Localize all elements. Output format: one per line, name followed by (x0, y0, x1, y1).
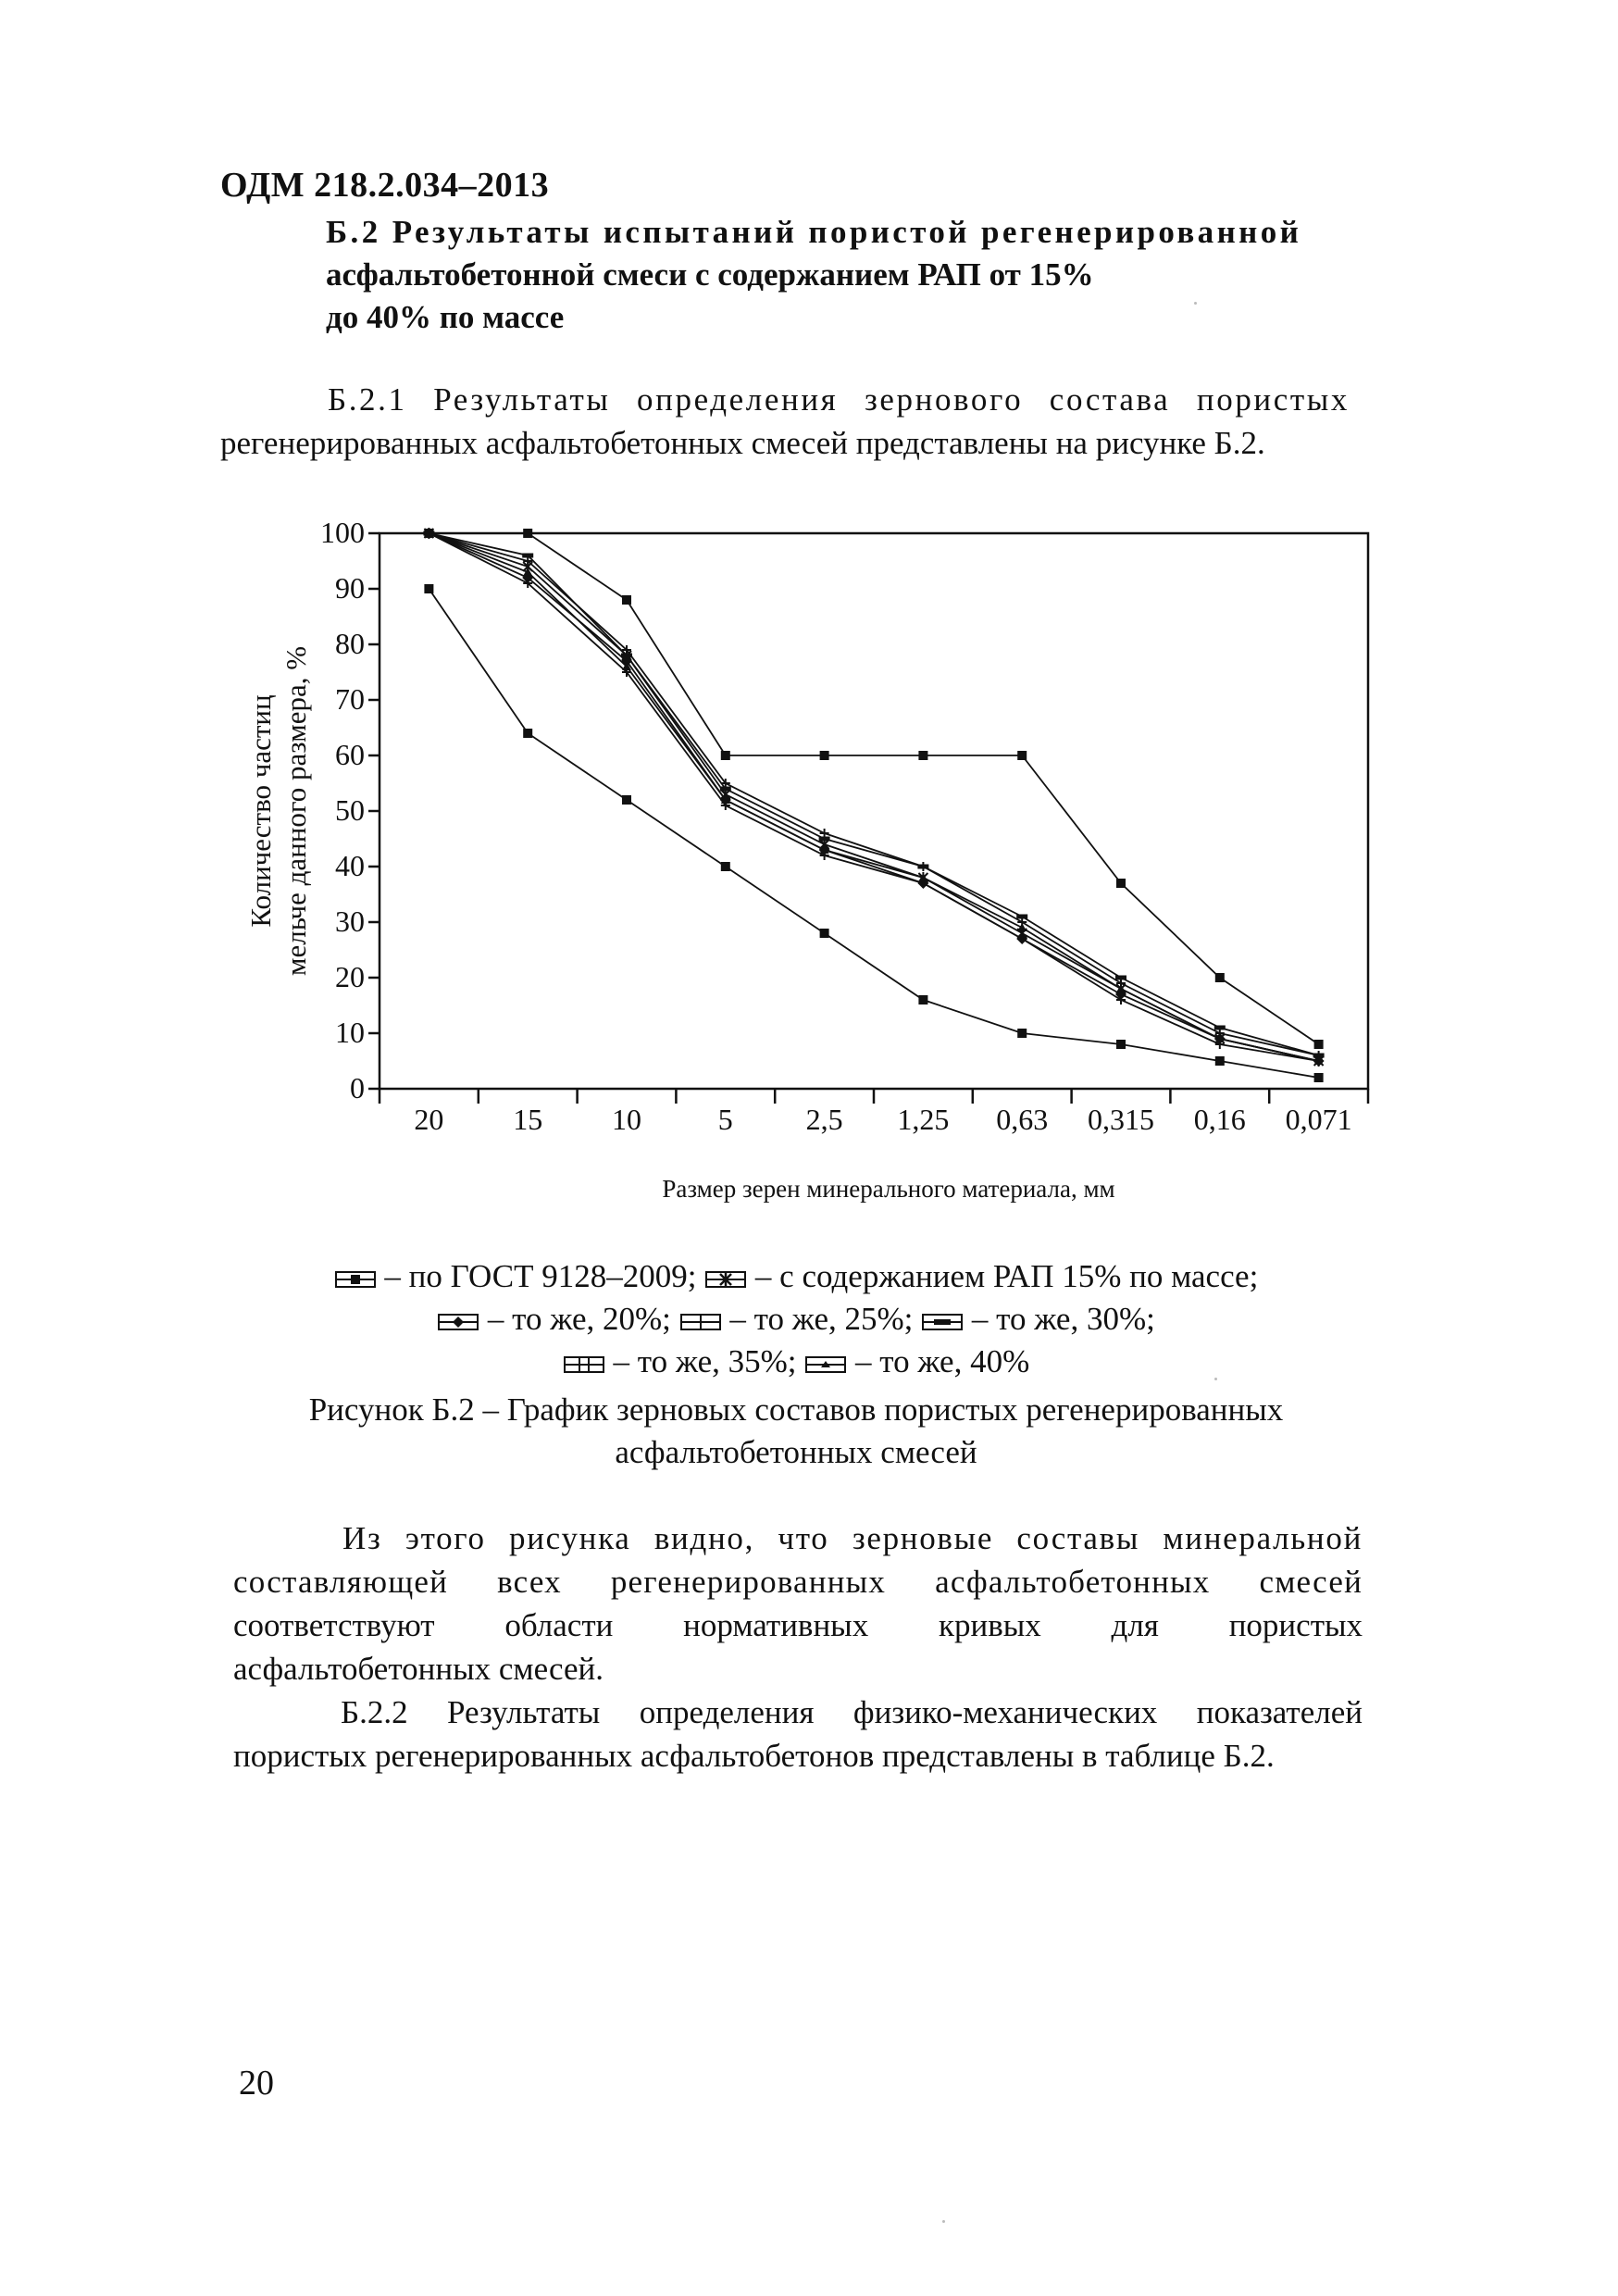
x-tick-label: 0,071 (1285, 1103, 1352, 1136)
grain-composition-chart (213, 518, 1416, 1222)
x-axis-label: Размер зерен минерального материала, мм (662, 1175, 1115, 1203)
x-tick-label: 0,63 (996, 1103, 1049, 1136)
data-point (820, 751, 829, 760)
data-point (621, 654, 632, 658)
page-number: 20 (239, 2064, 274, 2103)
y-tick-label: 0 (350, 1071, 365, 1104)
series (424, 529, 1323, 1060)
series (423, 528, 1324, 1067)
series-layer (423, 528, 1324, 1082)
series-line (429, 533, 1318, 1061)
legend-symbol-triangle (804, 1354, 847, 1375)
data-point (1214, 1026, 1226, 1030)
data-point (1115, 976, 1126, 980)
series-line (429, 533, 1318, 1061)
data-point (622, 595, 631, 605)
series-line (429, 589, 1318, 1078)
series-line (429, 533, 1318, 1044)
x-tick-label: 0,315 (1088, 1103, 1154, 1136)
data-point (622, 795, 631, 805)
data-point (424, 584, 433, 593)
series-line (429, 533, 1318, 1061)
paragraph-line: составляющей всех регенерированных асфальтобетонных смесей (233, 1564, 1363, 1600)
data-point (720, 787, 731, 792)
legend-label: – с содержанием РАП 15% по массе; (754, 1258, 1259, 1294)
x-axis (380, 1089, 1368, 1136)
x-tick-label: 15 (513, 1103, 543, 1136)
series (424, 529, 1323, 1049)
legend-symbol-plus (679, 1312, 722, 1332)
paragraph-line: пористых регенерированных асфальтобетонов представлены в таблице Б.2. (233, 1738, 1275, 1774)
series-line (429, 533, 1318, 1061)
legend-label: – по ГОСТ 9128–2009; (384, 1258, 697, 1294)
y-axis (320, 518, 380, 1104)
data-point (721, 862, 730, 871)
y-tick-label: 60 (335, 738, 365, 771)
figure-caption-line: Рисунок Б.2 – График зерновых составов пористых регенерированных (308, 1391, 1284, 1428)
series (424, 528, 1323, 1067)
data-point (1215, 1056, 1225, 1066)
y-axis-label-line1: Количество частиц (244, 694, 277, 928)
paragraph-line: Б.2.1 Результаты определения зернового состава пористых (328, 381, 1350, 418)
figure-caption-line: асфальтобетонных смесей (615, 1434, 977, 1470)
legend-label: – то же, 30%; (971, 1301, 1155, 1337)
data-point (523, 729, 532, 738)
data-point (1116, 1040, 1126, 1049)
paragraph-b22 (233, 1691, 1363, 1778)
data-point (1016, 915, 1027, 919)
y-tick-label: 90 (335, 571, 365, 605)
section-heading (326, 211, 1363, 339)
legend-row (222, 1341, 1370, 1383)
scan-speck (1214, 1378, 1217, 1380)
paragraph-line: асфальтобетонных смесей. (233, 1651, 604, 1687)
scan-speck (942, 2220, 945, 2223)
scan-speck (1194, 302, 1197, 305)
data-point (1314, 1073, 1324, 1082)
data-point (1017, 1029, 1027, 1038)
x-tick-label: 1,25 (897, 1103, 950, 1136)
legend-row (222, 1298, 1370, 1341)
y-tick-label: 100 (320, 518, 365, 549)
legend-symbol-double-plus (563, 1354, 605, 1375)
data-point (1215, 973, 1225, 982)
y-tick-label: 80 (335, 627, 365, 660)
y-tick-label: 30 (335, 905, 365, 938)
y-tick-label: 10 (335, 1016, 365, 1049)
x-tick-label: 0,16 (1193, 1103, 1246, 1136)
section-heading-line: до 40% по массе (326, 299, 565, 335)
chart-legend (222, 1255, 1370, 1383)
series (424, 584, 1323, 1082)
data-point (820, 929, 829, 938)
data-point (918, 751, 927, 760)
y-tick-label: 70 (335, 682, 365, 716)
data-point (1314, 1040, 1324, 1049)
series-line (429, 533, 1318, 1055)
x-tick-label: 2,5 (805, 1103, 843, 1136)
figure-caption (222, 1389, 1370, 1474)
data-point (1017, 751, 1027, 760)
legend-label: – то же, 35%; (613, 1343, 797, 1379)
x-tick-label: 20 (414, 1103, 444, 1136)
data-point (917, 865, 928, 869)
y-tick-label: 50 (335, 793, 365, 827)
series (424, 529, 1323, 1065)
paragraph-line: регенерированных асфальтобетонных смесей представлены на рисунке Б.2. (220, 425, 1265, 461)
legend-row (222, 1255, 1370, 1298)
legend-symbol-square (334, 1269, 377, 1290)
plot-frame (380, 533, 1368, 1089)
legend-label: – то же, 25%; (729, 1301, 914, 1337)
legend-symbol-diamond (437, 1312, 479, 1332)
series (424, 529, 1323, 1066)
legend-label: – то же, 40% (854, 1343, 1030, 1379)
legend-label: – то же, 20%; (487, 1301, 671, 1337)
section-heading-line: асфальтобетонной смеси с содержанием РАП от 15% (326, 256, 1094, 293)
y-tick-label: 40 (335, 849, 365, 882)
y-axis-label-line2: мельче данного размера, % (280, 645, 312, 977)
paragraph-conclusion (233, 1516, 1363, 1691)
legend-symbol-bar (921, 1312, 964, 1332)
paragraph-line: Из этого рисунка видно, что зерновые составы минеральной (342, 1520, 1363, 1556)
x-tick-label: 10 (612, 1103, 641, 1136)
section-heading-line: Б.2 Результаты испытаний пористой регенерированной (326, 214, 1302, 250)
series-line (429, 533, 1318, 1055)
data-point (918, 995, 927, 1004)
data-point (1116, 879, 1126, 888)
legend-symbol-star (704, 1269, 747, 1290)
document-code: ОДМ 218.2.034–2013 (220, 166, 550, 205)
data-point (721, 751, 730, 760)
y-tick-label: 20 (335, 960, 365, 993)
x-tick-label: 5 (717, 1103, 733, 1136)
data-point (522, 554, 533, 558)
data-point (523, 529, 532, 538)
paragraph-line: соответствуют области нормативных кривых для пористых (233, 1607, 1363, 1643)
paragraph-b21 (220, 378, 1350, 465)
data-point (819, 837, 830, 842)
paragraph-line: Б.2.2 Результаты определения физико-механических показателей (341, 1694, 1363, 1730)
